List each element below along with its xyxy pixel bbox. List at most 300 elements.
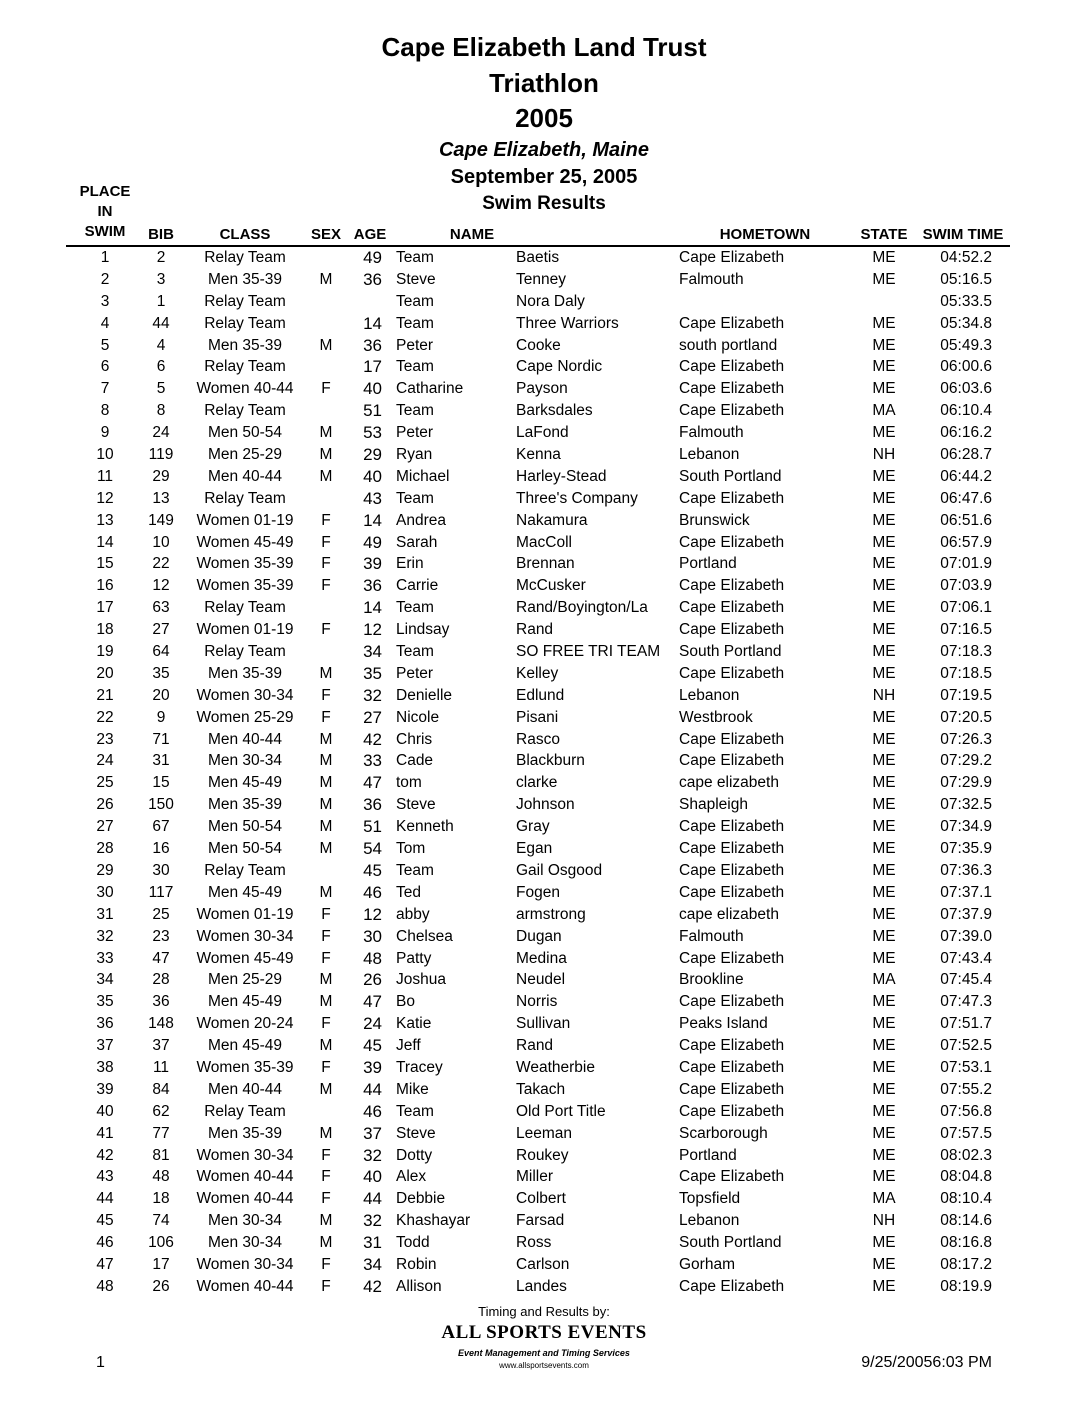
cell-class: Women 30-34 [196,927,294,945]
cell-sex: M [319,752,333,770]
cell-place: 1 [100,249,110,266]
cell-place: 6 [100,358,110,376]
cell-sex: F [321,533,331,551]
cell-age: 51 [363,817,382,837]
cell-last: Barksdales [516,402,593,420]
cell-place: 39 [96,1080,114,1098]
cell-time: 07:18.3 [940,643,992,661]
place-header-line1: PLACE [79,183,131,200]
cell-town: Cape Elizabeth [679,818,785,836]
cell-time: 08:14.6 [940,1212,992,1230]
cell-place: 27 [96,818,114,836]
cell-state: NH [872,446,896,464]
cell-bib: 4 [156,336,166,354]
cell-sex: M [319,971,333,989]
cell-class: Women 40-44 [196,1277,294,1295]
cell-age: 33 [363,751,382,771]
cell-bib: 5 [156,380,166,398]
place-header-line2: IN [97,203,113,220]
cell-town: Falmouth [679,270,744,288]
timing-credit: Timing and Results by: [478,1304,610,1319]
cell-class: Men 30-34 [207,1234,283,1252]
cell-age: 32 [363,685,382,705]
cell-first: Team [396,249,434,266]
cell-last: Rand [516,1037,554,1055]
cell-sex: F [321,1168,331,1186]
cell-sex: F [321,621,331,639]
cell-last: Gray [516,818,550,836]
cell-class: Women 35-39 [196,555,294,573]
cell-age: 48 [363,948,382,968]
cell-state: ME [872,621,896,639]
column-header-class: CLASS [219,226,271,243]
cell-town: Cape Elizabeth [679,402,785,420]
cell-state: ME [872,1124,896,1142]
column-header-age: AGE [353,226,387,243]
cell-age: 47 [363,773,382,793]
table-row [0,1166,1088,1188]
cell-place: 9 [100,424,110,442]
cell-class: Women 35-39 [196,1058,294,1076]
cell-state: ME [872,861,896,879]
cell-time: 07:03.9 [940,577,992,595]
cell-sex: M [319,730,333,748]
cell-class: Men 30-34 [207,752,283,770]
cell-time: 06:00.6 [940,358,992,376]
cell-sex: M [319,1080,333,1098]
cell-age: 35 [363,663,382,683]
cell-age: 49 [363,248,382,267]
cell-first: Todd [396,1234,430,1252]
cell-town: South Portland [679,1234,782,1252]
cell-bib: 24 [152,424,170,442]
cell-town: south portland [679,336,778,354]
cell-age: 14 [363,313,382,333]
cell-place: 45 [96,1212,114,1230]
cell-town: cape elizabeth [679,774,779,792]
cell-first: Cade [396,752,434,770]
table-row [0,422,1088,444]
cell-last: McCusker [516,577,586,595]
cell-place: 26 [96,796,114,814]
cell-last: Farsad [516,1212,565,1230]
column-header-sex: SEX [310,226,341,243]
table-row [0,619,1088,641]
cell-state: ME [872,358,896,376]
cell-first: Peter [396,424,434,442]
cell-bib: 47 [152,949,170,967]
cell-sex: M [319,336,333,354]
cell-class: Relay Team [204,861,286,879]
cell-time: 07:37.1 [940,883,992,901]
cell-place: 32 [96,927,114,945]
cell-sex: F [321,511,331,529]
cell-sex: F [321,1255,331,1273]
cell-last: Rand/Boyington/La [516,599,648,617]
cell-place: 13 [96,511,114,529]
cell-last: Weatherbie [516,1058,595,1076]
cell-town: Westbrook [679,708,753,726]
cell-sex: F [321,380,331,398]
cell-class: Men 25-29 [207,446,283,464]
cell-state: ME [872,730,896,748]
cell-state: ME [872,1058,896,1076]
cell-first: Nicole [396,708,440,726]
cell-class: Relay Team [204,249,286,266]
cell-first: Alex [396,1168,427,1186]
cell-first: abby [396,905,430,923]
cell-last: clarke [516,774,558,792]
cell-bib: 36 [152,993,170,1011]
table-row [0,685,1088,707]
cell-age: 45 [363,1036,382,1056]
cell-last: SO FREE TRI TEAM [516,643,661,661]
cell-place: 17 [96,599,114,617]
cell-state: ME [872,511,896,529]
cell-first: Dotty [396,1146,433,1164]
cell-town: Brunswick [679,511,750,529]
cell-age: 34 [363,642,382,662]
cell-place: 18 [96,621,114,639]
cell-last: armstrong [516,905,586,923]
cell-place: 8 [100,402,110,420]
cell-time: 07:53.1 [940,1058,992,1076]
cell-state: ME [872,1080,896,1098]
cell-last: Three's Company [516,489,638,507]
column-header-bib: BIB [148,226,174,243]
cell-first: Denielle [396,686,453,704]
cell-age: 43 [363,488,382,508]
cell-age: 40 [363,1167,382,1187]
cell-place: 5 [100,336,110,354]
cell-bib: 18 [152,1190,170,1208]
cell-time: 07:06.1 [940,599,992,617]
cell-state: ME [872,1277,896,1295]
cell-age: 51 [363,401,382,421]
table-row [0,860,1088,882]
cell-state: ME [872,380,896,398]
cell-sex: M [319,1037,333,1055]
cell-age: 30 [363,926,382,946]
cell-town: Topsfield [679,1190,741,1208]
cell-last: LaFond [516,424,569,442]
cell-time: 07:47.3 [940,993,992,1011]
cell-class: Men 35-39 [207,336,283,354]
cell-first: tom [396,774,422,792]
cell-class: Men 25-29 [207,971,283,989]
cell-bib: 117 [148,883,174,901]
cell-last: Pisani [516,708,559,726]
cell-place: 10 [96,446,114,464]
cell-time: 06:03.6 [940,380,992,398]
cell-age: 24 [363,1014,382,1034]
table-row [0,378,1088,400]
cell-bib: 84 [152,1080,170,1098]
cell-class: Men 45-49 [207,774,283,792]
cell-first: Erin [396,555,424,573]
table-row [0,707,1088,729]
table-row [0,969,1088,991]
cell-town: Cape Elizabeth [679,380,785,398]
table-row [0,1145,1088,1167]
cell-class: Men 45-49 [207,883,283,901]
cell-time: 07:26.3 [940,730,992,748]
cell-last: Ross [516,1234,552,1252]
cell-bib: 37 [152,1037,170,1055]
cell-state: ME [872,708,896,726]
event-date: September 25, 2005 [450,166,638,188]
event-name: Triathlon [489,68,599,98]
cell-age: 32 [363,1145,382,1165]
cell-town: Cape Elizabeth [679,599,785,617]
cell-first: Ted [396,883,421,901]
cell-time: 08:02.3 [940,1146,992,1164]
cell-last: Three Warriors [516,314,619,332]
table-row [0,335,1088,357]
cell-state: ME [872,883,896,901]
table-row [0,532,1088,554]
cell-age: 36 [363,795,382,815]
cell-bib: 119 [148,446,174,464]
cell-first: Chelsea [396,927,453,945]
cell-age: 40 [363,379,382,399]
cell-last: Rand [516,621,554,639]
cell-last: Tenney [516,270,566,288]
cell-last: Rasco [516,730,560,748]
cell-age: 14 [363,510,382,530]
cell-place: 38 [96,1058,114,1076]
results-subtitle: Swim Results [482,193,606,214]
cell-class: Relay Team [204,358,286,376]
cell-age: 34 [363,1254,382,1274]
cell-bib: 64 [152,643,170,661]
cell-place: 31 [96,905,114,923]
cell-age: 39 [363,1057,382,1077]
cell-state: ME [872,840,896,858]
cell-town: Gorham [679,1255,735,1273]
cell-age: 12 [363,904,382,924]
cell-state: ME [872,643,896,661]
cell-time: 07:34.9 [940,818,992,836]
cell-sex: M [319,446,333,464]
cell-bib: 35 [152,664,170,682]
cell-place: 36 [96,1015,114,1033]
cell-time: 08:16.8 [940,1234,992,1252]
cell-sex: M [319,1212,333,1230]
cell-bib: 77 [152,1124,170,1142]
cell-town: Cape Elizabeth [679,861,785,879]
cell-first: Team [396,489,434,507]
cell-sex: M [319,840,333,858]
cell-last: Colbert [516,1190,566,1208]
table-row [0,816,1088,838]
cell-state: ME [872,818,896,836]
cell-bib: 71 [152,730,170,748]
cell-last: Gail Osgood [516,861,603,879]
cell-town: South Portland [679,643,782,661]
cell-last: Kelley [516,664,559,682]
cell-town: Peaks Island [679,1015,768,1033]
cell-town: Cape Elizabeth [679,314,785,332]
cell-last: Kenna [516,446,561,464]
cell-bib: 28 [152,971,170,989]
cell-class: Men 40-44 [207,1080,283,1098]
cell-sex: F [321,577,331,595]
cell-time: 07:56.8 [940,1102,992,1120]
cell-place: 37 [96,1037,114,1055]
cell-sex: M [319,467,333,485]
cell-bib: 20 [152,686,170,704]
table-row [0,904,1088,926]
cell-sex: M [319,1234,333,1252]
cell-state: ME [872,796,896,814]
cell-sex: F [321,686,331,704]
cell-state: ME [872,533,896,551]
cell-town: South Portland [679,467,782,485]
column-header-hometown: HOMETOWN [719,226,811,243]
cell-age: 31 [363,1233,382,1253]
cell-time: 07:29.9 [940,774,992,792]
cell-state: ME [872,949,896,967]
table-row [0,400,1088,422]
cell-last: Fogen [516,883,560,901]
cell-last: Johnson [516,796,575,814]
cell-time: 04:52.2 [940,249,992,266]
cell-sex: F [321,555,331,573]
cell-time: 07:55.2 [940,1080,992,1098]
cell-first: Michael [396,467,450,485]
table-row [0,1101,1088,1123]
cell-first: Ryan [396,446,433,464]
cell-first: Peter [396,336,434,354]
cell-place: 44 [96,1190,114,1208]
event-location: Cape Elizabeth, Maine [438,139,650,161]
cell-town: Cape Elizabeth [679,730,785,748]
cell-bib: 3 [156,270,166,288]
cell-age: 45 [363,860,382,880]
table-row [0,663,1088,685]
table-row [0,991,1088,1013]
cell-class: Men 40-44 [207,467,283,485]
cell-time: 07:45.4 [940,971,992,989]
cell-first: Team [396,643,434,661]
cell-bib: 30 [152,861,170,879]
cell-bib: 25 [152,905,170,923]
cell-state: NH [872,1212,896,1230]
cell-town: Cape Elizabeth [679,1102,785,1120]
cell-class: Women 30-34 [196,686,294,704]
cell-bib: 22 [152,555,170,573]
cell-class: Relay Team [204,643,286,661]
cell-first: Steve [396,796,436,814]
cell-town: Lebanon [679,446,740,464]
cell-last: MacColl [516,533,572,551]
cell-age: 49 [363,532,382,552]
cell-bib: 16 [152,840,170,858]
cell-town: Lebanon [679,1212,740,1230]
cell-age: 14 [363,598,382,618]
cell-place: 29 [96,861,114,879]
cell-age: 32 [363,1211,382,1231]
cell-bib: 63 [152,599,170,617]
cell-bib: 149 [148,511,174,529]
table-row [0,1035,1088,1057]
cell-town: Cape Elizabeth [679,621,785,639]
cell-bib: 106 [148,1234,174,1252]
cell-bib: 74 [152,1212,170,1230]
cell-town: cape elizabeth [679,905,779,923]
cell-first: Katie [396,1015,432,1033]
cell-age: 17 [363,357,382,377]
cell-class: Men 35-39 [207,664,283,682]
cell-time: 07:32.5 [940,796,992,814]
table-row [0,1210,1088,1232]
cell-age: 36 [363,335,382,355]
cell-age: 36 [363,576,382,596]
cell-class: Relay Team [204,292,286,310]
cell-town: Scarborough [679,1124,768,1142]
cell-time: 07:43.4 [940,949,992,967]
cell-last: Landes [516,1277,567,1295]
cell-class: Men 50-54 [207,424,283,442]
cell-place: 23 [96,730,114,748]
cell-class: Women 30-34 [196,1146,294,1164]
cell-bib: 15 [152,774,170,792]
cell-town: Cape Elizabeth [679,664,785,682]
cell-class: Relay Team [204,314,286,332]
cell-town: Cape Elizabeth [679,840,785,858]
company-website: www.allsportsevents.com [499,1361,589,1370]
cell-sex: M [319,1124,333,1142]
page-title: Cape Elizabeth Land Trust [381,32,707,62]
table-row [0,1276,1088,1298]
cell-place: 19 [96,643,114,661]
cell-place: 15 [96,555,114,573]
cell-time: 07:51.7 [940,1015,992,1033]
cell-place: 11 [96,467,114,485]
cell-age: 54 [363,839,382,859]
cell-place: 12 [96,489,114,507]
cell-sex: M [319,796,333,814]
cell-last: Cape Nordic [516,358,603,376]
cell-last: Takach [516,1080,566,1098]
cell-state: ME [872,555,896,573]
cell-first: Team [396,861,434,879]
cell-last: Edlund [516,686,565,704]
page-number: 1 [96,1354,105,1371]
cell-bib: 31 [152,752,170,770]
cell-last: Egan [516,840,553,858]
cell-class: Women 25-29 [196,708,294,726]
cell-state: ME [872,489,896,507]
cell-first: Team [396,402,434,420]
cell-place: 43 [96,1168,114,1186]
cell-sex: M [319,664,333,682]
cell-state: ME [872,1102,896,1120]
cell-time: 07:19.5 [940,686,992,704]
cell-age: 42 [363,729,382,749]
cell-first: Team [396,1102,434,1120]
cell-last: Miller [516,1168,554,1186]
cell-bib: 26 [152,1277,170,1295]
table-row [0,575,1088,597]
table-row [0,553,1088,575]
table-row [0,729,1088,751]
cell-place: 2 [100,270,110,288]
cell-time: 07:18.5 [940,664,992,682]
cell-class: Men 35-39 [207,270,283,288]
cell-state: ME [872,467,896,485]
